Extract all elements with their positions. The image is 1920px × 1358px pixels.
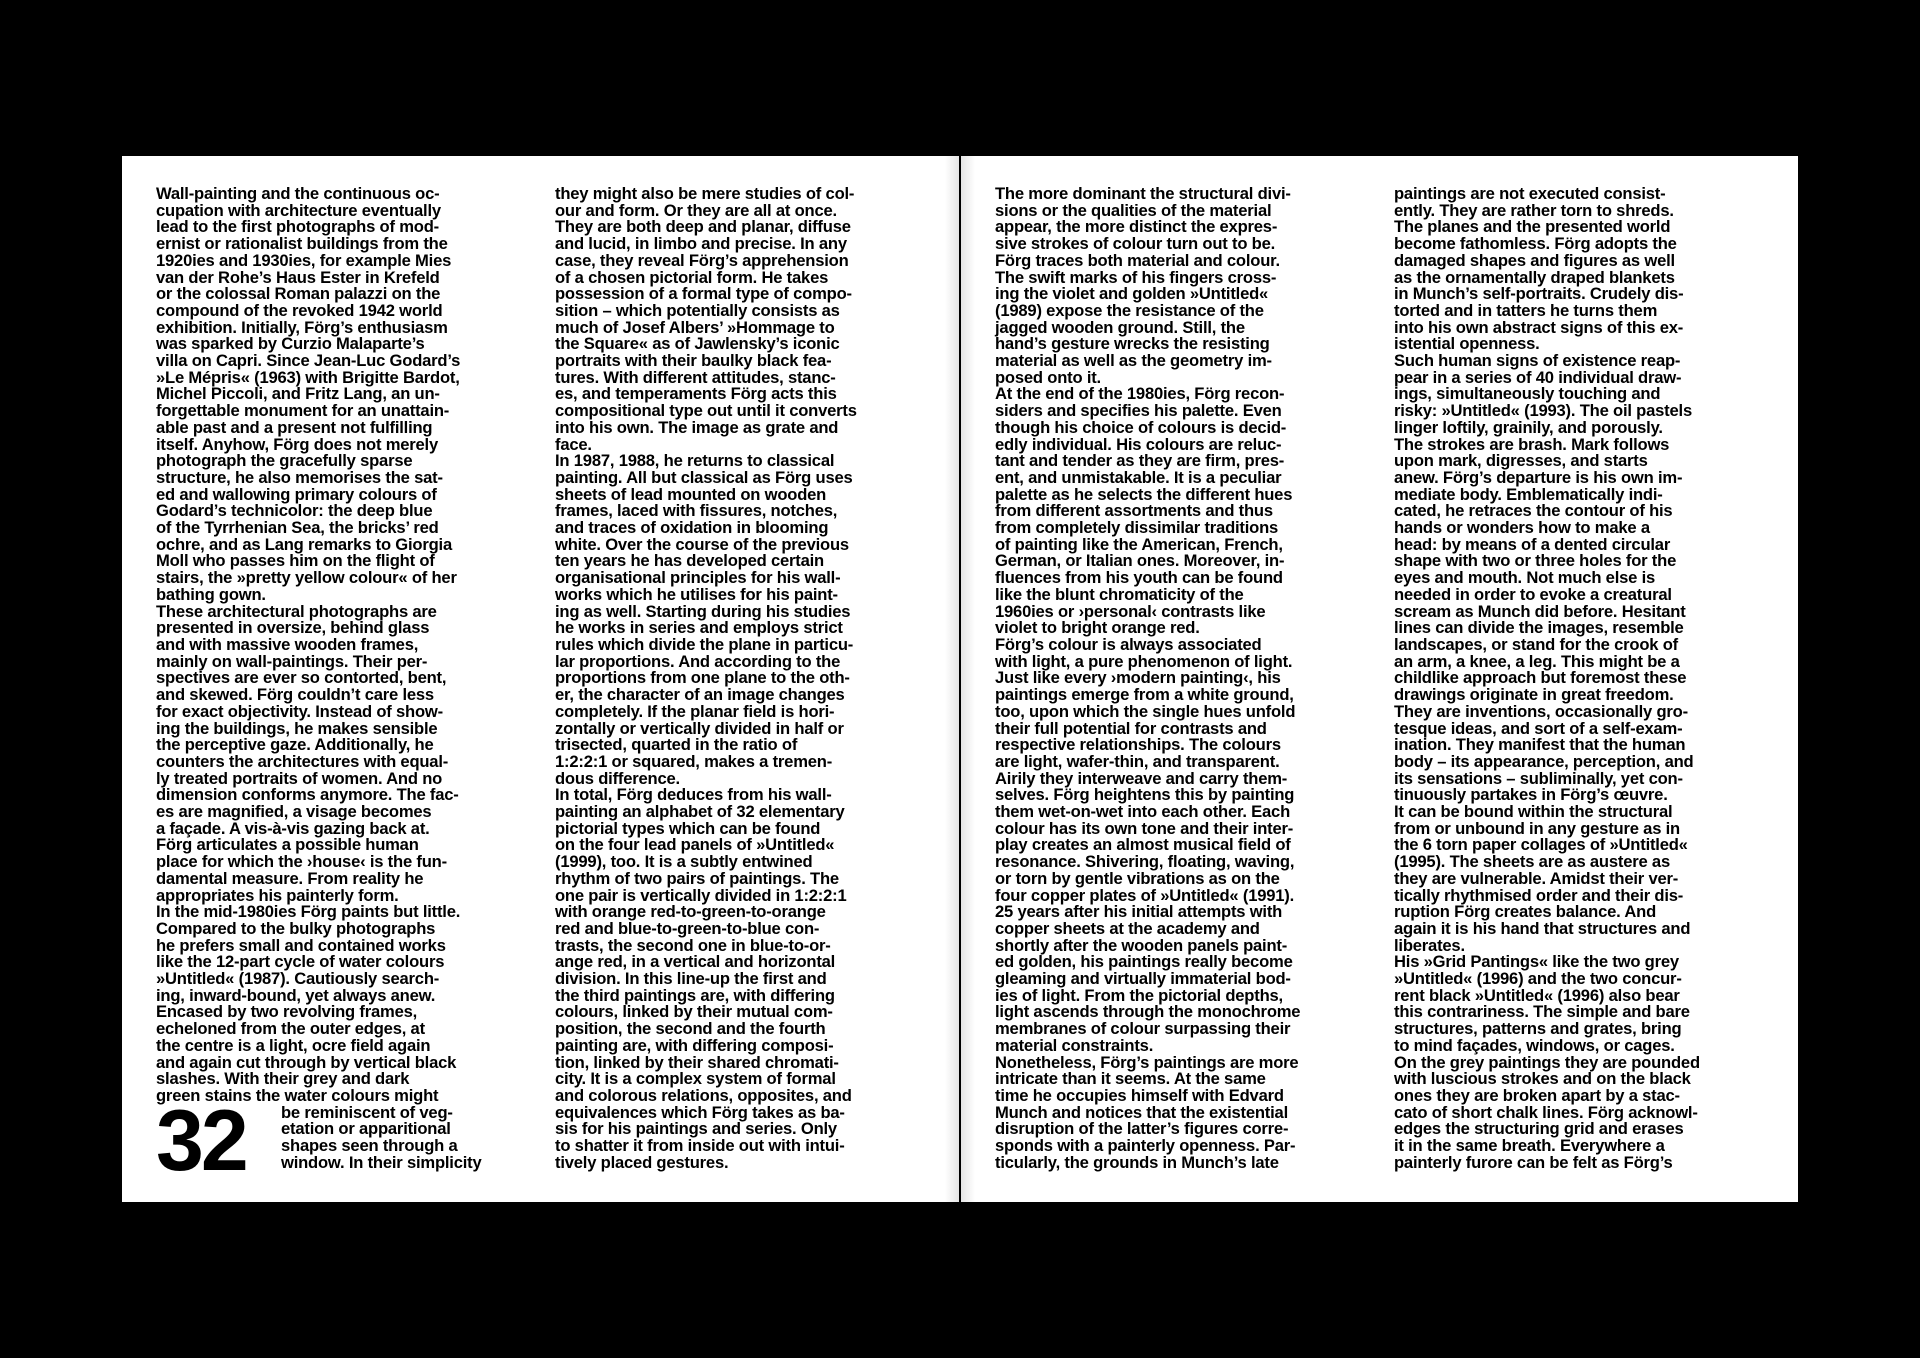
text-line: cated, he retraces the contour of his xyxy=(1394,501,1673,521)
text-line: damaged shapes and figures as well xyxy=(1394,250,1675,270)
text-line: organisational principles for his wall- xyxy=(555,568,841,588)
text-line: and traces of oxidation in blooming xyxy=(555,518,829,538)
text-line: and lucid, in limbo and precise. In any xyxy=(555,234,847,254)
text-line: with luscious strokes and on the black xyxy=(1394,1069,1691,1089)
text-line: ing the violet and golden »Untitled« xyxy=(995,284,1269,304)
text-line: van der Rohe’s Haus Ester in Krefeld xyxy=(156,267,440,287)
text-line: shapes seen through a xyxy=(281,1136,458,1156)
text-line: for exact objectivity. Instead of show- xyxy=(156,701,443,721)
text-line: ones they are broken apart by a stac- xyxy=(1394,1085,1680,1105)
text-line: edly individual. His colours are reluc- xyxy=(995,434,1282,454)
text-line: paintings emerge from a white ground, xyxy=(995,685,1294,705)
text-line: spectives are ever so contorted, bent, xyxy=(156,668,447,688)
text-line: this contrariness. The simple and bare xyxy=(1394,1002,1690,1022)
text-line: be reminiscent of veg- xyxy=(281,1102,453,1122)
text-line: Förg articulates a possible human xyxy=(156,835,419,855)
text-line: fluences from his youth can be found xyxy=(995,568,1283,588)
text-line: The more dominant the structural divi- xyxy=(995,184,1291,203)
text-line: the 6 torn paper collages of »Untitled« xyxy=(1394,835,1688,855)
text-line: On the grey paintings they are pounded xyxy=(1394,1052,1700,1072)
text-line: or torn by gentle vibrations as on the xyxy=(995,868,1280,888)
text-line: painting. All but classical as Förg uses xyxy=(555,467,853,487)
text-line: Airily they interweave and carry them- xyxy=(995,768,1288,788)
text-line: much of Josef Albers’ »Hommage to xyxy=(555,317,835,337)
left-page-column-1 xyxy=(156,184,532,1189)
text-line: play creates an almost musical field of xyxy=(995,835,1291,855)
text-line: 1:2:2:1 or squared, makes a tremen- xyxy=(555,751,833,771)
text-line: exhibition. Initially, Förg’s enthusiasm xyxy=(156,317,448,337)
text-line: violet to bright orange red. xyxy=(995,618,1200,638)
text-line: of a chosen pictorial form. He takes xyxy=(555,267,829,287)
text-line: green stains the water colours might xyxy=(156,1085,439,1105)
text-line: their full potential for contrasts and xyxy=(995,718,1267,738)
text-line: hand’s gesture wrecks the resisting xyxy=(995,334,1270,354)
text-line: place for which the ›house‹ is the fun- xyxy=(156,852,447,872)
text-line: torted and in tatters he turns them xyxy=(1394,300,1658,320)
text-line: pear in a series of 40 individual draw- xyxy=(1394,367,1682,387)
text-line: mainly on wall-paintings. Their per- xyxy=(156,651,428,671)
text-line: it in the same breath. Everywhere a xyxy=(1394,1136,1665,1156)
text-line: sions or the qualities of the material xyxy=(995,200,1272,220)
text-line: It can be bound within the structural xyxy=(1394,802,1673,822)
text-line: mediate body. Emblematically indi- xyxy=(1394,484,1663,504)
text-line: trisected, quarted in the ratio of xyxy=(555,735,798,755)
text-line: with orange red-to-green-to-orange xyxy=(555,902,826,922)
text-line: painterly furore can be felt as Förg’s xyxy=(1394,1152,1673,1172)
text-line: ly treated portraits of women. And no xyxy=(156,768,443,788)
text-line: too, upon which the single hues unfold xyxy=(995,701,1296,721)
text-line: ent, and unmistakable. It is a peculiar xyxy=(995,467,1282,487)
text-line: es are magnified, a visage becomes xyxy=(156,802,432,822)
text-line: red and blue-to-green-to-blue con- xyxy=(555,918,820,938)
text-line: ochre, and as Lang remarks to Giorgia xyxy=(156,534,452,554)
text-line: material constraints. xyxy=(995,1035,1154,1055)
text-line: etation or apparitional xyxy=(281,1119,451,1139)
text-line: At the end of the 1980ies, Förg recon- xyxy=(995,384,1285,404)
text-line: equivalences which Förg takes as ba- xyxy=(555,1102,845,1122)
text-line: appear, the more distinct the expres- xyxy=(995,217,1278,237)
text-line: damental measure. From reality he xyxy=(156,868,424,888)
text-line: selves. Förg heightens this by painting xyxy=(995,785,1295,805)
text-line: photograph the gracefully sparse xyxy=(156,451,413,471)
text-line: its sensations – subliminally, yet con- xyxy=(1394,768,1683,788)
text-line: frames, laced with fissures, notches, xyxy=(555,501,838,521)
text-line: again it is his hand that structures and xyxy=(1394,918,1691,938)
right-page-column-2 xyxy=(1394,186,1770,1171)
text-line: shortly after the wooden panels paint- xyxy=(995,935,1288,955)
text-line: to shatter it from inside out with intui- xyxy=(555,1136,845,1156)
text-line: ticularly, the grounds in Munch’s late xyxy=(995,1152,1279,1172)
text-line: of the Tyrrhenian Sea, the bricks’ red xyxy=(156,518,439,538)
text-line: (1989) expose the resistance of the xyxy=(995,300,1264,320)
text-line: rhythm of two pairs of paintings. The xyxy=(555,868,839,888)
text-line: possession of a formal type of compo- xyxy=(555,284,852,304)
text-line: on the four lead panels of »Untitled« xyxy=(555,835,835,855)
text-line: landscapes, or stand for the crook of xyxy=(1394,634,1678,654)
gutter-shadow xyxy=(961,156,975,1202)
text-line: our and form. Or they are all at once. xyxy=(555,200,837,220)
text-line: intricate than it seems. At the same xyxy=(995,1069,1266,1089)
text-line: proportions from one plane to the oth- xyxy=(555,668,850,688)
text-line: His »Grid Pantings« like the two grey xyxy=(1394,952,1679,972)
text-line: In total, Förg deduces from his wall- xyxy=(555,785,832,805)
text-line: anew. Förg’s departure is his own im- xyxy=(1394,467,1683,487)
text-line: hands or wonders how to make a xyxy=(1394,518,1650,538)
text-line: (1999), too. It is a subtly entwined xyxy=(555,852,813,872)
text-line: as the ornamentally draped blankets xyxy=(1394,267,1675,287)
text-line: body – its appearance, perception, and xyxy=(1394,751,1694,771)
text-line: lines can divide the images, resemble xyxy=(1394,618,1684,638)
text-line: copper sheets at the academy and xyxy=(995,918,1260,938)
text-line: appropriates his painterly form. xyxy=(156,885,399,905)
text-line: ings, simultaneously touching and xyxy=(1394,384,1661,404)
text-line: es, and temperaments Förg acts this xyxy=(555,384,837,404)
text-line: white. Over the course of the previous xyxy=(555,534,849,554)
text-line: siders and specifies his palette. Even xyxy=(995,401,1282,421)
text-line: presented in oversize, behind glass xyxy=(156,618,430,638)
gutter-shadow xyxy=(945,156,959,1202)
text-line: palette as he selects the different hues xyxy=(995,484,1293,504)
text-line: shape with two or three holes for the xyxy=(1394,551,1677,571)
text-line: are light, wafer-thin, and transparent. xyxy=(995,751,1280,771)
text-line: and with massive wooden frames, xyxy=(156,634,419,654)
text-line: Michel Piccoli, and Fritz Lang, an un- xyxy=(156,384,440,404)
text-line: bathing gown. xyxy=(156,584,266,604)
text-line: ing, inward-bound, yet always anew. xyxy=(156,985,436,1005)
text-line: dimension conforms anymore. The fac- xyxy=(156,785,459,805)
left-page xyxy=(122,156,959,1202)
text-line: 25 years after his initial attempts with xyxy=(995,902,1283,922)
text-line: edges the structuring grid and erases xyxy=(1394,1119,1684,1139)
text-line: Wall-painting and the continuous oc- xyxy=(156,184,440,203)
text-line: ernist or rationalist buildings from the xyxy=(156,234,448,254)
text-line: gleaming and virtually immaterial bod- xyxy=(995,969,1291,989)
text-line: like the blunt chromaticity of the xyxy=(995,584,1244,604)
text-line: lar proportions. And according to the xyxy=(555,651,841,671)
text-line: the third paintings are, with differing xyxy=(555,985,835,1005)
text-line: structure, he also memorises the sat- xyxy=(156,467,443,487)
text-line: the centre is a light, ocre field again xyxy=(156,1035,431,1055)
text-line: drawings originate in great freedom. xyxy=(1394,685,1674,705)
text-line: time he occupies himself with Edvard xyxy=(995,1085,1284,1105)
text-line: membranes of colour surpassing their xyxy=(995,1019,1291,1039)
text-line: tures. With different attitudes, stanc- xyxy=(555,367,836,387)
text-line: one pair is vertically divided in 1:2:2:1 xyxy=(555,885,847,905)
text-line: counters the architectures with equal- xyxy=(156,751,449,771)
text-line: The swift marks of his fingers cross- xyxy=(995,267,1277,287)
text-line: ten years he has developed certain xyxy=(555,551,824,571)
text-line: cato of short chalk lines. Förg acknowl- xyxy=(1394,1102,1698,1122)
text-line: trasts, the second one in blue-to-or- xyxy=(555,935,831,955)
text-line: of painting like the American, French, xyxy=(995,534,1283,554)
text-line: Godard’s technicolor: the deep blue xyxy=(156,501,433,521)
text-line: echeloned from the outer edges, at xyxy=(156,1019,425,1039)
text-line: the perceptive gaze. Additionally, he xyxy=(156,735,434,755)
text-line: zontally or vertically divided in half or xyxy=(555,718,844,738)
text-line: compound of the revoked 1942 world xyxy=(156,300,443,320)
left-page-column-2 xyxy=(555,186,931,1171)
text-line: They are both deep and planar, diffuse xyxy=(555,217,851,237)
text-line: ently. They are rather torn to shreds. xyxy=(1394,200,1674,220)
text-line: resonance. Shivering, floating, waving, xyxy=(995,852,1295,872)
text-line: respective relationships. The colours xyxy=(995,735,1281,755)
text-line: from different assortments and thus xyxy=(995,501,1273,521)
text-line: cupation with architecture eventually xyxy=(156,200,441,220)
text-line: the Square« as of Jawlensky’s iconic xyxy=(555,334,840,354)
text-line: They are inventions, occasionally gro- xyxy=(1394,701,1688,721)
text-line: into his own. The image as grate and xyxy=(555,417,839,437)
text-line: dous difference. xyxy=(555,768,680,788)
text-line: ination. They manifest that the human xyxy=(1394,735,1686,755)
text-line: though his choice of colours is decid- xyxy=(995,417,1287,437)
text-line: tically rhythmised order and their dis- xyxy=(1394,885,1684,905)
text-line: »Le Mépris« (1963) with Brigitte Bardot, xyxy=(156,367,460,387)
text-line: to mind façades, windows, or cages. xyxy=(1394,1035,1675,1055)
text-line: an arm, a knee, a leg. This might be a xyxy=(1394,651,1680,671)
text-line: rules which divide the plane in particu- xyxy=(555,634,854,654)
text-line: ies of light. From the pictorial depths, xyxy=(995,985,1283,1005)
text-line: The planes and the presented world xyxy=(1394,217,1671,237)
text-line: itself. Anyhow, Förg does not merely xyxy=(156,434,438,454)
text-line: them wet-on-wet into each other. Each xyxy=(995,802,1291,822)
text-line: istential openness. xyxy=(1394,334,1540,354)
text-line: posed onto it. xyxy=(995,367,1101,387)
text-line: The strokes are brash. Mark follows xyxy=(1394,434,1670,454)
text-line: slashes. With their grey and dark xyxy=(156,1069,410,1089)
text-line: paintings are not executed consist- xyxy=(1394,184,1666,203)
text-line: they are vulnerable. Amidst their ver- xyxy=(1394,868,1679,888)
text-line: and skewed. Förg couldn’t care less xyxy=(156,685,434,705)
text-line: and colorous relations, opposites, and xyxy=(555,1085,852,1105)
text-line: »Untitled« (1987). Cautiously search- xyxy=(156,969,440,989)
text-line: compositional type out until it converts xyxy=(555,401,857,421)
text-line: painting are, with differing composi- xyxy=(555,1035,834,1055)
text-line: tesque ideas, and sort of a self-exam- xyxy=(1394,718,1683,738)
text-line: Moll who passes him on the flight of xyxy=(156,551,435,571)
text-line: stairs, the »pretty yellow colour« of her xyxy=(156,568,457,588)
text-line: jagged wooden ground. Still, the xyxy=(995,317,1245,337)
text-line: liberates. xyxy=(1394,935,1465,955)
text-line: German, or Italian ones. Moreover, in- xyxy=(995,551,1285,571)
text-line: tant and tender as they are firm, pres- xyxy=(995,451,1285,471)
text-line: tinuously partakes in Förg’s œuvre. xyxy=(1394,785,1668,805)
text-line: a façade. A vis-à-vis gazing back at. xyxy=(156,818,430,838)
text-line: he works in series and employs strict xyxy=(555,618,843,638)
text-line: sheets of lead mounted on wooden xyxy=(555,484,827,504)
text-line: light ascends through the monochrome xyxy=(995,1002,1301,1022)
text-line: In 1987, 1988, he returns to classical xyxy=(555,451,835,471)
text-line: lead to the first photographs of mod- xyxy=(156,217,439,237)
text-line: er, the character of an image changes xyxy=(555,685,845,705)
text-line: 1960ies or ›personal‹ contrasts like xyxy=(995,601,1266,621)
text-line: risky: »Untitled« (1993). The oil pastels xyxy=(1394,401,1692,421)
text-line: tively placed gestures. xyxy=(555,1152,729,1172)
text-line: forgettable monument for an unattain- xyxy=(156,401,450,421)
text-line: works which he utilises for his paint- xyxy=(555,584,838,604)
text-line: become fathomless. Förg adopts the xyxy=(1394,234,1677,254)
text-line: scream as Munch did before. Hesitant xyxy=(1394,601,1686,621)
text-line: from or unbound in any gesture as in xyxy=(1394,818,1680,838)
text-line: Munch and notices that the existential xyxy=(995,1102,1288,1122)
text-line: was sparked by Curzio Malaparte’s xyxy=(156,334,425,354)
text-line: ruption Förg creates balance. And xyxy=(1394,902,1657,922)
text-line: ing the buildings, he makes sensible xyxy=(156,718,438,738)
text-line: disruption of the latter’s figures corre- xyxy=(995,1119,1289,1139)
text-line: position, the second and the fourth xyxy=(555,1019,826,1039)
text-line: colours, linked by their mutual com- xyxy=(555,1002,833,1022)
text-line: sive strokes of colour turn out to be. xyxy=(995,234,1276,254)
text-line: needed in order to evoke a creatural xyxy=(1394,584,1672,604)
text-line: rent black »Untitled« (1996) also bear xyxy=(1394,985,1680,1005)
text-line: from completely dissimilar traditions xyxy=(995,518,1279,538)
text-line: window. In their simplicity xyxy=(281,1152,482,1172)
text-line: Nonetheless, Förg’s paintings are more xyxy=(995,1052,1299,1072)
text-line: in Munch’s self-portraits. Crudely dis- xyxy=(1394,284,1684,304)
text-line: able past and a present not fulfilling xyxy=(156,417,433,437)
text-line: (1995). The sheets are as austere as xyxy=(1394,852,1670,872)
text-line: they might also be mere studies of col- xyxy=(555,184,855,203)
text-line: linger loftily, grainily, and porously. xyxy=(1394,417,1663,437)
text-line: »Untitled« (1996) and the two concur- xyxy=(1394,969,1682,989)
text-line: upon mark, digresses, and starts xyxy=(1394,451,1648,471)
text-line: villa on Capri. Since Jean-Luc Godard’s xyxy=(156,351,461,371)
text-line: These architectural photographs are xyxy=(156,601,437,621)
text-line: case, they reveal Förg’s apprehension xyxy=(555,250,849,270)
text-line: structures, patterns and grates, bring xyxy=(1394,1019,1682,1039)
text-line: painting an alphabet of 32 elementary xyxy=(555,802,845,822)
text-line: In the mid-1980ies Förg paints but little. xyxy=(156,902,461,922)
text-line: completely. If the planar field is hori- xyxy=(555,701,835,721)
text-line: ed and wallowing primary colours of xyxy=(156,484,437,504)
text-line: Förg’s colour is always associated xyxy=(995,634,1262,654)
text-line: face. xyxy=(555,434,592,454)
text-line: Just like every ›modern painting‹, his xyxy=(995,668,1281,688)
text-line: division. In this line-up the first and xyxy=(555,969,827,989)
text-line: Encased by two revolving frames, xyxy=(156,1002,418,1022)
text-line: ing as well. Starting during his studies xyxy=(555,601,851,621)
text-line: city. It is a complex system of formal xyxy=(555,1069,836,1089)
text-line: and again cut through by vertical black xyxy=(156,1052,457,1072)
text-line: ange red, in a vertical and horizontal xyxy=(555,952,836,972)
right-page xyxy=(961,156,1798,1202)
text-line: material as well as the geometry im- xyxy=(995,351,1272,371)
text-line: sition – which potentially consists as xyxy=(555,300,840,320)
text-line: tion, linked by their shared chromati- xyxy=(555,1052,839,1072)
text-line: eyes and mouth. Not much else is xyxy=(1394,568,1656,588)
text-line: with light, a pure phenomenon of light. xyxy=(995,651,1293,671)
text-line: colour has its own tone and their inter- xyxy=(995,818,1294,838)
text-line: portraits with their baulky black fea- xyxy=(555,351,832,371)
text-line: head: by means of a dented circular xyxy=(1394,534,1671,554)
text-line: sponds with a painterly openness. Par- xyxy=(995,1136,1296,1156)
right-page-column-1 xyxy=(995,186,1371,1171)
text-line: pictorial types which can be found xyxy=(555,818,821,838)
text-line: four copper plates of »Untitled« (1991). xyxy=(995,885,1295,905)
text-line: 1920ies and 1930ies, for example Mies xyxy=(156,250,452,270)
text-line: like the 12-part cycle of water colours xyxy=(156,952,445,972)
text-line: or the colossal Roman palazzi on the xyxy=(156,284,441,304)
text-line: into his own abstract signs of this ex- xyxy=(1394,317,1684,337)
text-line: sis for his paintings and series. Only xyxy=(555,1119,837,1139)
text-line: Such human signs of existence reap- xyxy=(1394,351,1681,371)
text-line: Förg traces both material and colour. xyxy=(995,250,1280,270)
text-line: ed golden, his paintings really become xyxy=(995,952,1293,972)
text-line: he prefers small and contained works xyxy=(156,935,446,955)
text-line: childlike approach but foremost these xyxy=(1394,668,1687,688)
page-number: 32 xyxy=(156,1092,246,1189)
text-line: Compared to the bulky photographs xyxy=(156,918,436,938)
